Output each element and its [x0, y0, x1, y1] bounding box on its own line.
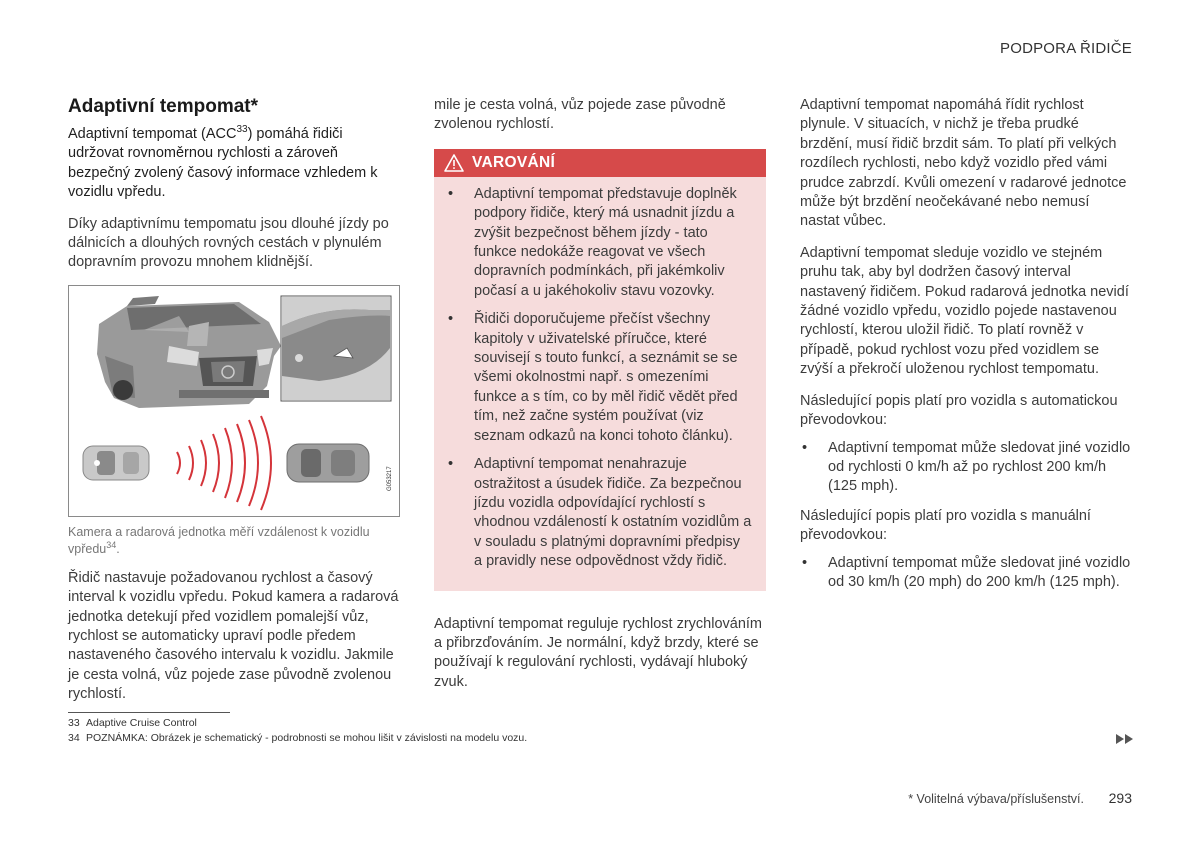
page-title: Adaptivní tempomat* [68, 96, 259, 117]
radar-waves [177, 416, 271, 510]
figure-code: G053217 [387, 466, 393, 491]
paragraph-regulation: Adaptivní tempomat reguluje rychlost zrychlováním a přibrzďováním. Je normální, když brzdy, které se používají k regulování rychlosti, vydávají hluboký zvuk. [434, 615, 763, 690]
acc-diagram [69, 286, 399, 516]
paragraph-setting: Řidič nastavuje požadovanou rychlost a časový interval k vozidlu vpředu. Pokud kamera a radarová jednotka detekují před vozidlem pomalejší vůz, rychlost se automaticky upraví podle předem nastaveného časového intervalu k vozidlu. Jakmile je cesta volná, vůz pojede zase původně zvolenou rychlostí. [68, 569, 399, 703]
footnote-ref-33[interactable]: 33 [236, 124, 248, 136]
automatic-list [800, 439, 1132, 497]
warning-header [434, 149, 766, 177]
column-middle [434, 96, 766, 704]
page-number: 293 [1108, 790, 1132, 806]
column-left [68, 96, 400, 703]
paragraph-automatic: Následující popis platí pro vozidla s automatickou převodovkou: [800, 392, 1118, 429]
lead-car-top-view [287, 444, 369, 482]
warning-list [434, 177, 766, 572]
list-item: • Adaptivní tempomat představuje doplněk podpory řidiče, který má usnadnit jízdu a zvýšit bezpečnost během jízdy - tato funkce nedokáže reagovat ve všech dopravních podmínkách, při jakémkoliv počasí a u jakéhokoliv stavu vozovky. [448, 185, 752, 301]
intro-paragraph: Adaptivní tempomat (ACC$^{33}$) pomáhá řidiči udržovat rovnoměrnou rychlosti a zároveň bezpečný zvolený časový informace vzhledem k vozidlu vpředu. [68, 124, 378, 201]
manual-list [800, 554, 1132, 593]
footnote-33: 33 Adaptive Cruise Control [68, 717, 197, 729]
car-front-view-image [97, 296, 281, 408]
footnote-34: 34 POZNÁMKA: Obrázek je schematický - podrobnosti se mohou lišit v závislosti na modelu vozu. [68, 732, 528, 744]
paragraph-manual: Následující popis platí pro vozidla s manuální převodovkou: [800, 507, 1091, 544]
paragraph-braking: Adaptivní tempomat napomáhá řídit rychlost plynule. V situacích, v nichž je třeba prudké brzdění, musí řidič brzdit sám. To platí při velkých rozdílech rychlosti, nebo když vozidlo před vámi prudce zabrzdí. Kvůli omezení v radarové jednotce může být brzdění neočekávané nebo nemusí nastat vůbec. [800, 97, 1127, 230]
paragraph-benefits: Díky adaptivnímu tempomatu jsou dlouhé jízdy po dálnicích a dlouhých rovných cestách v plynulém dopravním provozu mnohem klidnější. [68, 215, 389, 271]
acc-illustration [68, 285, 400, 517]
warning-triangle-icon [444, 154, 464, 172]
section-header: PODPORA ŘIDIČE [1000, 40, 1132, 57]
paragraph-continued: mile je cesta volná, vůz pojede zase původně zvolenou rychlostí. [434, 97, 726, 133]
list-item: • Adaptivní tempomat může sledovat jiné vozidlo od rychlosti 0 km/h až po rychlost 200 km/h (125 mph). [800, 439, 1132, 497]
figure-caption: Kamera a radarová jednotka měří vzdálenost k vozidlu vpředu$^{34}$. [68, 524, 370, 556]
radar-detail-inset [281, 296, 391, 401]
list-item: • Adaptivní tempomat může sledovat jiné vozidlo od 30 km/h (20 mph) do 200 km/h (125 mph). [800, 554, 1132, 593]
footnote-divider [68, 712, 230, 713]
warning-box [434, 149, 766, 591]
warning-title: VAROVÁNÍ [472, 153, 556, 171]
footer-note: * Volitelná výbava/příslušenství. [908, 792, 1084, 806]
column-right [800, 96, 1132, 602]
footnote-ref-34[interactable]: 34 [106, 539, 117, 550]
list-item: • Řidiči doporučujeme přečíst všechny kapitoly v uživatelské příručce, které souvisejí s touto funkcí, a seznámit se se všemi okolnostmi např. s omezeními funkce a s tím, co by měl řidič vědět před tím, než začne systém používat (viz seznam odkazů na konci tohoto článku). [448, 310, 752, 446]
list-item: • Adaptivní tempomat nenahrazuje ostražitost a úsudek řidiče. Za bezpečnou jízdu vozidla odpovídající rychlostí s vhodnou vzdáleností k ostatním vozidlům a v souladu s platnými dopravními předpisy a pravidly nese odpovědnost vždy řidič. [448, 455, 752, 571]
next-page-arrows-icon[interactable] [1116, 734, 1134, 744]
paragraph-following: Adaptivní tempomat sleduje vozidlo ve stejném pruhu tak, aby byl dodržen časový interval nastavený řidičem. Pokud radarová jednotka nevidí žádné vozidlo vpředu, vozidlo pojede nastavenou rychlostí, kterou uložil řidič. To platí rovněž v případě, pokud rychlost vozu před vozidlem se zvýší a překročí uloženou rychlost tempomatu. [800, 244, 1129, 378]
ego-car-top-view [83, 446, 149, 480]
